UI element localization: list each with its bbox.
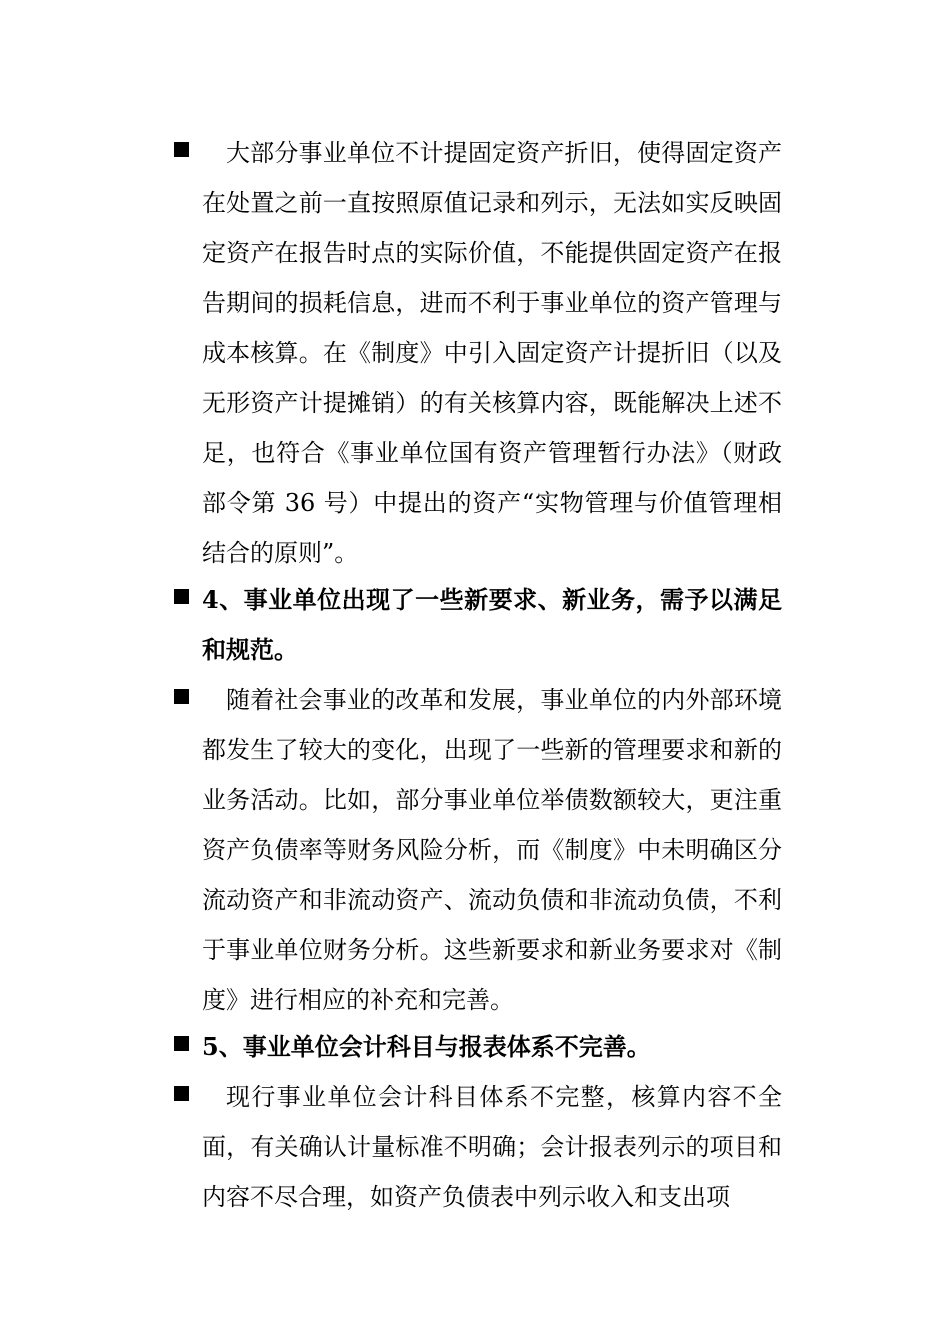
heading-text: 5、事业单位会计科目与报表体系不完善。 (202, 1032, 651, 1061)
paragraph-depreciation (174, 128, 814, 578)
square-bullet-icon (174, 142, 189, 157)
square-bullet-icon (174, 689, 189, 704)
paragraph-text: 随着社会事业的改革和发展，事业单位的内外部环境都发生了较大的变化，出现了一些新的管理要求和新的业务活动。比如，部分事业单位举债数额较大，更注重资产负债率等财务风险分析，而《制度》中未明确区分流动资产和非流动资产、流动负债和非流动负债，不利于事业单位财务分析。这些新要求和新业务要求对《制度》进行相应的补充和完善。 (202, 686, 782, 1014)
paragraph-text: 现行事业单位会计科目体系不完整，核算内容不全面，有关确认计量标准不明确；会计报表列示的项目和内容不尽合理，如资产负债表中列示收入和支出项 (202, 1083, 782, 1211)
heading-4-new-requirements (174, 575, 814, 675)
paragraph-text: 大部分事业单位不计提固定资产折旧，使得固定资产在处置之前一直按照原值记录和列示，无法如实反映固定资产在报告时点的实际价值，不能提供固定资产在报告期间的损耗信息，进而不利于事业单位的资产管理与成本核算。在《制度》中引入固定资产计提折旧（以及无形资产计提摊销）的有关核算内容，既能解决上述不足，也符合《事业单位国有资产管理暂行办法》（财政部令第 36 号）中提出的资产“实物管理与价值管理相结合的原则”。 (202, 139, 782, 567)
paragraph-new-business (174, 675, 814, 1025)
square-bullet-icon (174, 589, 189, 604)
heading-text: 4、事业单位出现了一些新要求、新业务，需予以满足和规范。 (202, 585, 782, 664)
paragraph-accounts (174, 1072, 814, 1222)
square-bullet-icon (174, 1036, 189, 1051)
heading-5-accounts-system (174, 1022, 814, 1072)
square-bullet-icon (174, 1086, 189, 1101)
